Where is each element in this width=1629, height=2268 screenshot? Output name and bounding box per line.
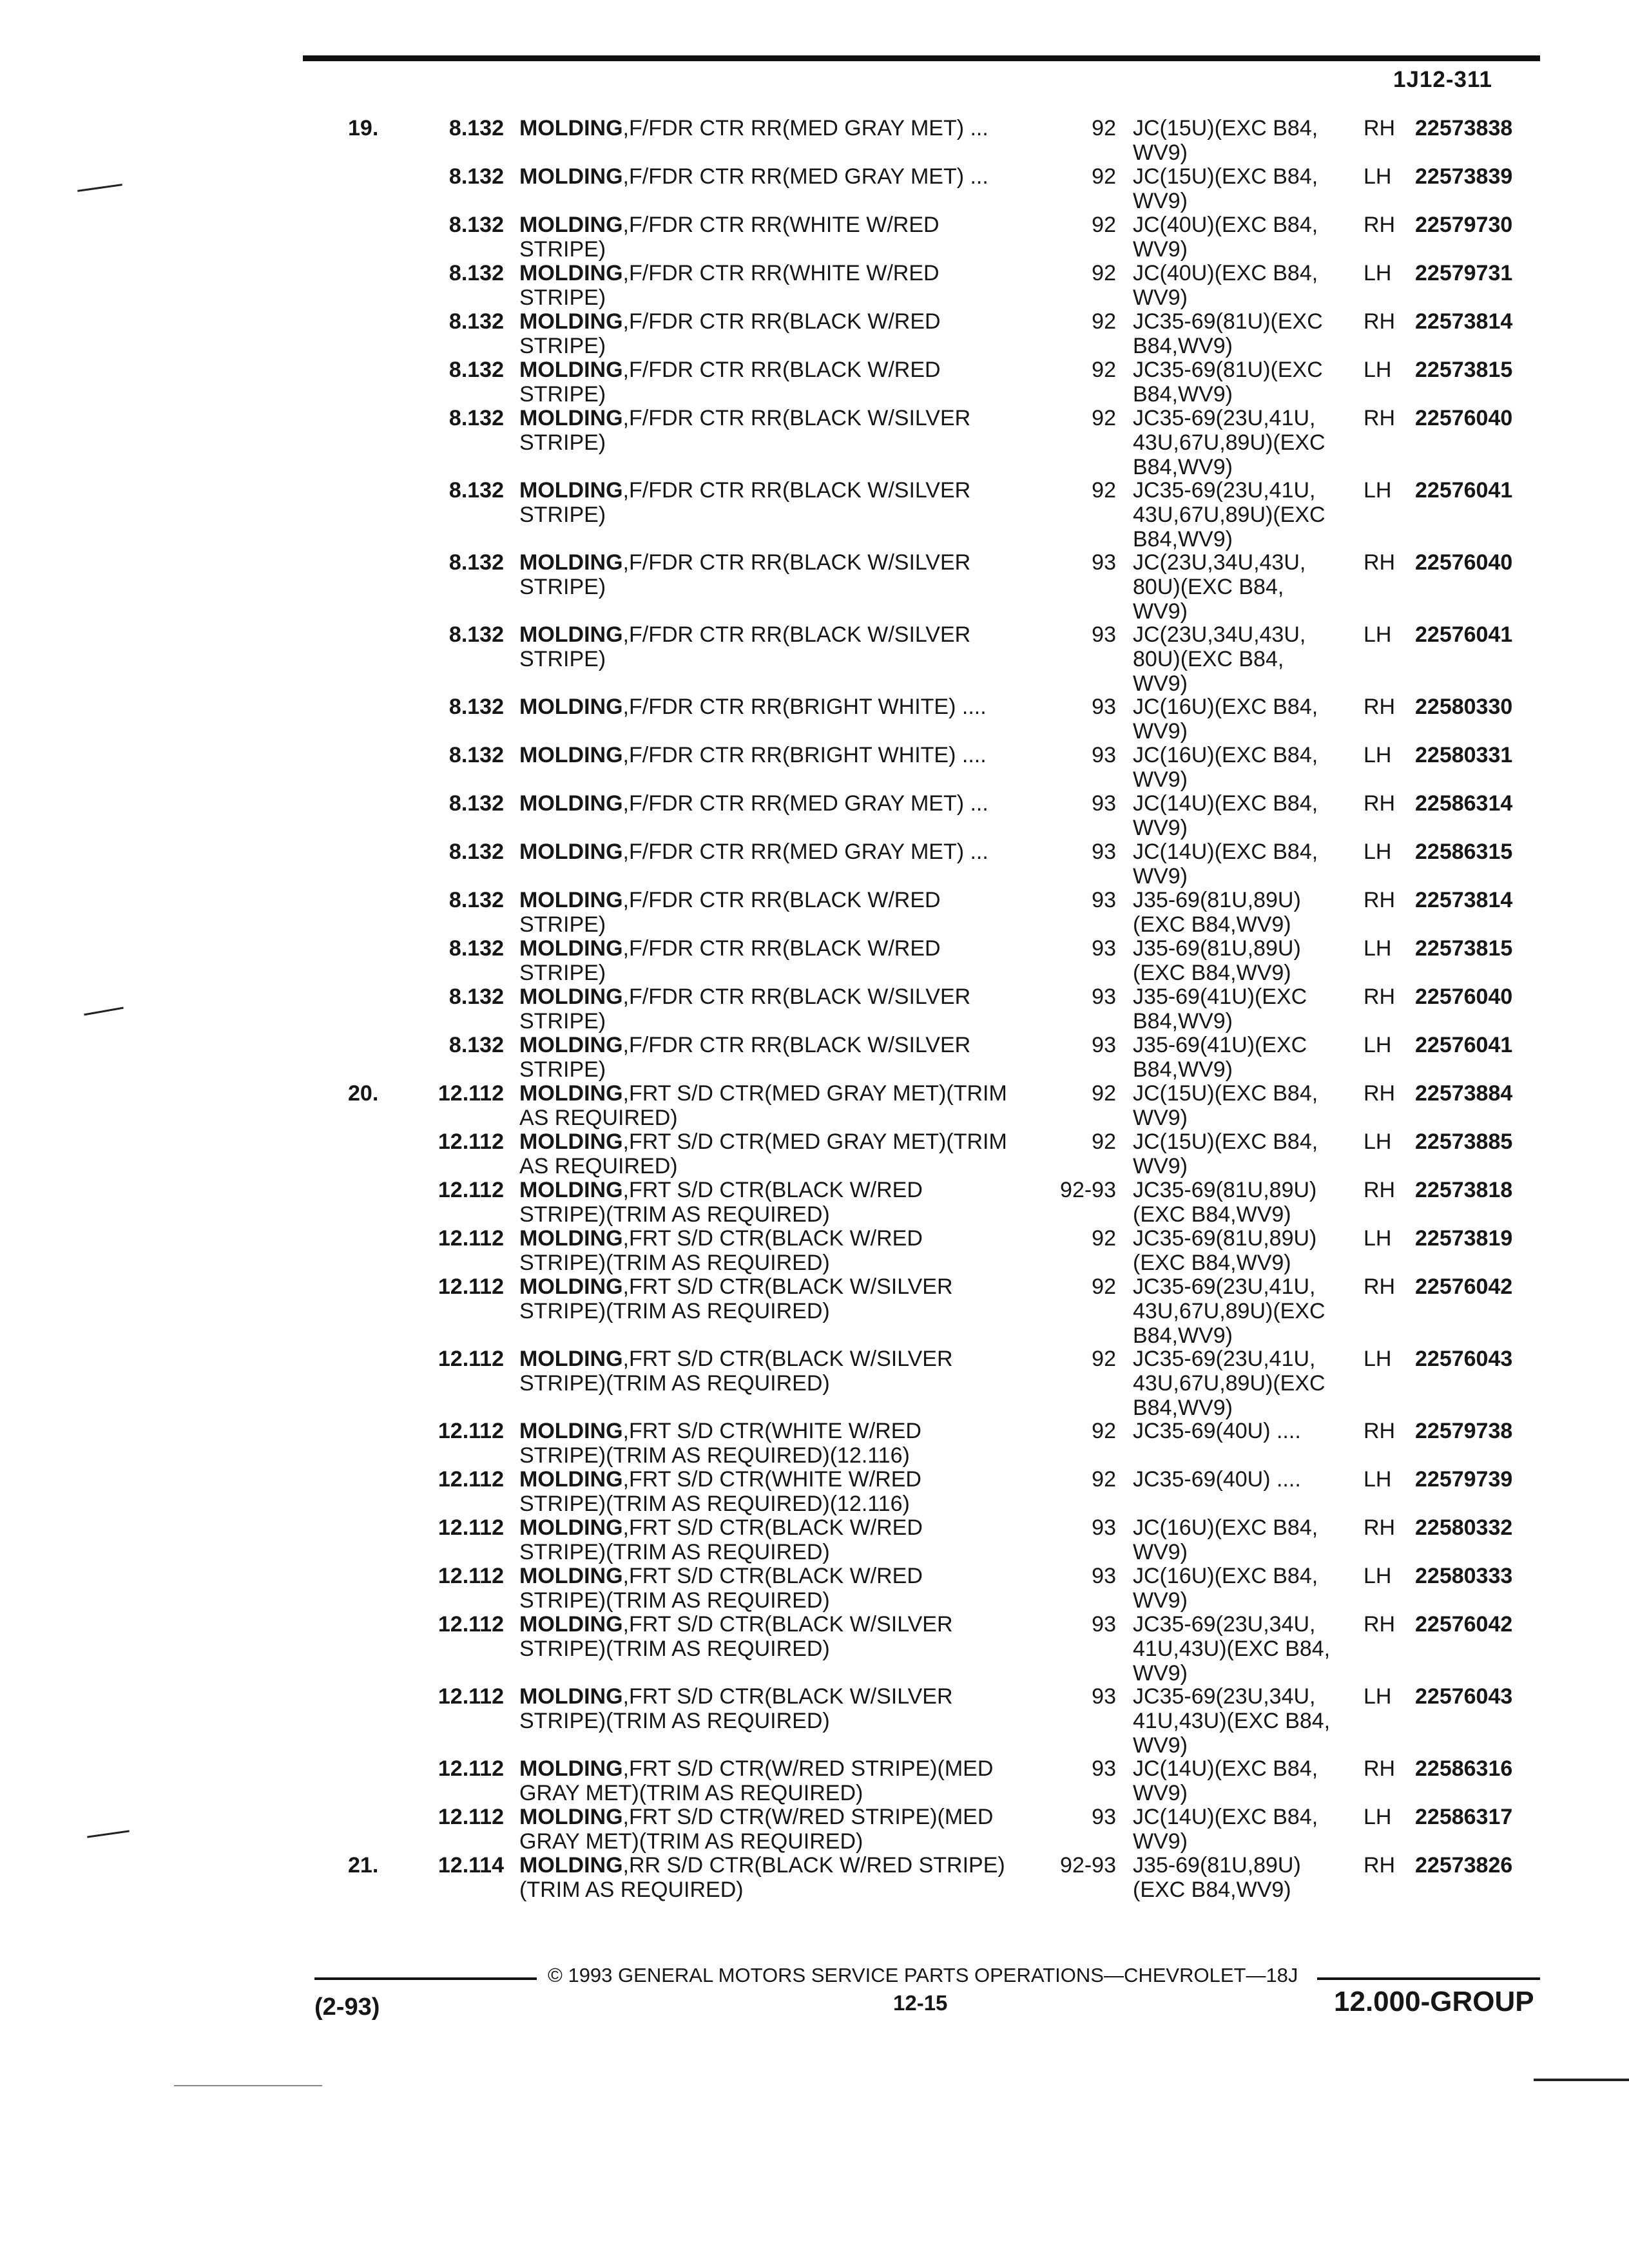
usage: JC35-69(23U,41U, 43U,67U,89U)(EXC B84,WV9) — [1133, 478, 1325, 552]
reference-number: 12.112 — [438, 1756, 504, 1781]
description — [519, 406, 1074, 455]
side: LH — [1364, 261, 1392, 285]
usage: JC(15U)(EXC B84, WV9) — [1133, 1081, 1318, 1130]
part-description: ,F/FDR CTR RR(BLACK W/SILVER STRIPE) — [519, 1033, 971, 1082]
part-description: ,FRT S/D CTR(BLACK W/RED STRIPE)(TRIM AS REQUIRED) — [519, 1178, 923, 1227]
reference-number: 12.112 — [438, 1564, 504, 1588]
description — [519, 1347, 1074, 1396]
description — [519, 261, 1074, 310]
usage: JC(15U)(EXC B84, WV9) — [1133, 116, 1318, 165]
part-name: MOLDING — [519, 1033, 623, 1057]
model-year: 92 — [1092, 1419, 1116, 1443]
usage: J35-69(81U,89U) (EXC B84,WV9) — [1133, 936, 1301, 985]
side: RH — [1364, 695, 1396, 719]
model-year: 92 — [1092, 116, 1116, 140]
part-number: 22586317 — [1415, 1805, 1513, 1829]
part-description: ,FRT S/D CTR(BLACK W/RED STRIPE)(TRIM AS REQUIRED) — [519, 1515, 923, 1564]
side: LH — [1364, 1684, 1392, 1709]
part-name: MOLDING — [519, 888, 623, 912]
part-description: ,F/FDR CTR RR(BRIGHT WHITE) .... — [622, 695, 987, 719]
usage: J35-69(81U,89U) (EXC B84,WV9) — [1133, 1853, 1301, 1902]
side: LH — [1364, 622, 1392, 647]
part-number: 22576043 — [1415, 1684, 1513, 1709]
side: RH — [1364, 888, 1396, 912]
part-description: ,F/FDR CTR RR(BLACK W/RED STRIPE) — [519, 309, 941, 358]
part-description: ,F/FDR CTR RR(BLACK W/RED STRIPE) — [519, 358, 941, 407]
part-description: ,F/FDR CTR RR(WHITE W/RED STRIPE) — [519, 261, 940, 310]
description — [519, 1515, 1074, 1564]
part-name: MOLDING — [519, 550, 623, 575]
part-name: MOLDING — [519, 1467, 623, 1492]
description — [519, 1467, 1074, 1516]
model-year: 92-93 — [1060, 1178, 1116, 1202]
usage: JC(14U)(EXC B84, WV9) — [1133, 791, 1318, 840]
usage: JC35-69(81U)(EXC B84,WV9) — [1133, 309, 1323, 358]
model-year: 92 — [1092, 406, 1116, 430]
part-number: 22586314 — [1415, 791, 1513, 816]
usage: JC35-69(40U) .... — [1133, 1419, 1301, 1443]
usage: JC(40U)(EXC B84, WV9) — [1133, 213, 1318, 262]
part-name: MOLDING — [519, 1684, 623, 1709]
reference-number: 8.132 — [448, 550, 504, 575]
part-number: 22580330 — [1415, 695, 1513, 719]
header-rule — [303, 55, 1540, 61]
part-number: 22573815 — [1415, 936, 1513, 961]
reference-number: 8.132 — [448, 164, 504, 189]
part-name: MOLDING — [519, 406, 623, 430]
part-description: ,FRT S/D CTR(BLACK W/RED STRIPE)(TRIM AS REQUIRED) — [519, 1226, 923, 1275]
reference-number: 12.112 — [438, 1274, 504, 1299]
description — [519, 1564, 1074, 1613]
part-description: ,F/FDR CTR RR(BLACK W/SILVER STRIPE) — [519, 406, 971, 455]
part-name: MOLDING — [519, 358, 623, 382]
side: RH — [1364, 1515, 1396, 1540]
part-description: ,FRT S/D CTR(W/RED STRIPE)(MED GRAY MET)(TRIM AS REQUIRED) — [519, 1805, 994, 1854]
part-number: 22573839 — [1415, 164, 1513, 189]
part-description: ,RR S/D CTR(BLACK W/RED STRIPE) (TRIM AS REQUIRED) — [519, 1853, 1005, 1902]
side: RH — [1364, 116, 1396, 140]
part-number: 22576040 — [1415, 550, 1513, 575]
part-description: ,F/FDR CTR RR(MED GRAY MET) ... — [622, 840, 988, 864]
part-name: MOLDING — [519, 213, 623, 237]
reference-number: 8.132 — [448, 358, 504, 382]
footer-page-number: 12-15 — [893, 1991, 948, 2015]
side: RH — [1364, 1178, 1396, 1202]
model-year: 93 — [1092, 695, 1116, 719]
description — [519, 213, 1074, 262]
part-number: 22576042 — [1415, 1612, 1513, 1637]
reference-number: 8.132 — [448, 695, 504, 719]
model-year: 92 — [1092, 213, 1116, 237]
description — [519, 116, 1074, 140]
usage: JC35-69(40U) .... — [1133, 1467, 1301, 1492]
usage: JC(40U)(EXC B84, WV9) — [1133, 261, 1318, 310]
model-year: 93 — [1092, 1756, 1116, 1781]
description — [519, 1419, 1074, 1468]
usage: JC35-69(23U,34U, 41U,43U)(EXC B84, WV9) — [1133, 1612, 1331, 1686]
reference-number: 12.112 — [438, 1515, 504, 1540]
reference-number: 12.112 — [438, 1129, 504, 1154]
part-name: MOLDING — [519, 1564, 623, 1588]
part-description: ,F/FDR CTR RR(BLACK W/SILVER STRIPE) — [519, 550, 971, 599]
side: RH — [1364, 309, 1396, 334]
side: LH — [1364, 358, 1392, 382]
reference-number: 8.132 — [448, 622, 504, 647]
model-year: 93 — [1092, 550, 1116, 575]
model-year: 93 — [1092, 936, 1116, 961]
part-name: MOLDING — [519, 478, 623, 503]
description — [519, 164, 1074, 189]
scan-mark — [1534, 2079, 1629, 2081]
side: RH — [1364, 1612, 1396, 1637]
usage: JC35-69(23U,41U, 43U,67U,89U)(EXC B84,WV9) — [1133, 1274, 1325, 1348]
reference-number: 8.132 — [448, 116, 504, 140]
side: RH — [1364, 213, 1396, 237]
description — [519, 622, 1074, 671]
reference-number: 12.112 — [438, 1226, 504, 1251]
part-description: ,F/FDR CTR RR(BLACK W/RED STRIPE) — [519, 888, 941, 937]
part-number: 22573814 — [1415, 888, 1513, 912]
part-number: 22573818 — [1415, 1178, 1513, 1202]
part-number: 22573884 — [1415, 1081, 1513, 1106]
model-year: 93 — [1092, 985, 1116, 1009]
part-name: MOLDING — [519, 936, 623, 961]
page-id: 1J12-311 — [1393, 67, 1492, 92]
part-description: ,FRT S/D CTR(WHITE W/RED STRIPE)(TRIM AS REQUIRED)(12.116) — [519, 1467, 921, 1516]
figure-number: 19. — [348, 116, 379, 140]
usage: J35-69(41U)(EXC B84,WV9) — [1133, 985, 1307, 1033]
description — [519, 791, 1074, 816]
model-year: 92-93 — [1060, 1853, 1116, 1878]
footer-rule-left — [314, 1977, 537, 1980]
model-year: 92 — [1092, 1081, 1116, 1106]
usage: JC(16U)(EXC B84, WV9) — [1133, 743, 1318, 792]
part-description: ,FRT S/D CTR(W/RED STRIPE)(MED GRAY MET)(TRIM AS REQUIRED) — [519, 1756, 994, 1805]
usage: JC(14U)(EXC B84, WV9) — [1133, 1805, 1318, 1854]
part-number: 22573819 — [1415, 1226, 1513, 1251]
model-year: 93 — [1092, 1515, 1116, 1540]
part-name: MOLDING — [519, 791, 623, 816]
model-year: 93 — [1092, 791, 1116, 816]
part-number: 22580333 — [1415, 1564, 1513, 1588]
description — [519, 840, 1074, 864]
reference-number: 8.132 — [448, 985, 504, 1009]
scan-mark — [77, 184, 122, 192]
side: RH — [1364, 406, 1396, 430]
model-year: 92 — [1092, 478, 1116, 503]
usage: JC(16U)(EXC B84, WV9) — [1133, 1564, 1318, 1613]
model-year: 93 — [1092, 622, 1116, 647]
figure-number: 21. — [348, 1853, 379, 1878]
reference-number: 8.132 — [448, 478, 504, 503]
model-year: 93 — [1092, 840, 1116, 864]
footer-copyright: © 1993 GENERAL MOTORS SERVICE PARTS OPERATIONS—CHEVROLET—18J — [548, 1964, 1298, 1986]
usage: JC(16U)(EXC B84, WV9) — [1133, 695, 1318, 744]
part-name: MOLDING — [519, 1129, 623, 1154]
part-name: MOLDING — [519, 695, 623, 719]
part-description: ,FRT S/D CTR(BLACK W/SILVER STRIPE)(TRIM AS REQUIRED) — [519, 1347, 953, 1396]
model-year: 93 — [1092, 1805, 1116, 1829]
side: LH — [1364, 1129, 1392, 1154]
description — [519, 1129, 1074, 1178]
description — [519, 1178, 1074, 1227]
reference-number: 12.112 — [438, 1347, 504, 1371]
reference-number: 8.132 — [448, 840, 504, 864]
reference-number: 8.132 — [448, 406, 504, 430]
reference-number: 12.112 — [438, 1178, 504, 1202]
part-number: 22576041 — [1415, 622, 1513, 647]
usage: JC(15U)(EXC B84, WV9) — [1133, 164, 1318, 213]
description — [519, 1081, 1074, 1130]
part-name: MOLDING — [519, 309, 623, 334]
usage: JC35-69(81U)(EXC B84,WV9) — [1133, 358, 1323, 407]
part-number: 22580332 — [1415, 1515, 1513, 1540]
model-year: 92 — [1092, 1347, 1116, 1371]
part-description: ,FRT S/D CTR(BLACK W/SILVER STRIPE)(TRIM AS REQUIRED) — [519, 1274, 953, 1323]
model-year: 92 — [1092, 164, 1116, 189]
description — [519, 695, 1074, 719]
model-year: 92 — [1092, 261, 1116, 285]
part-number: 22576043 — [1415, 1347, 1513, 1371]
scan-mark — [87, 1830, 130, 1838]
part-number: 22579731 — [1415, 261, 1513, 285]
part-description: ,FRT S/D CTR(MED GRAY MET)(TRIM AS REQUIRED) — [519, 1081, 1007, 1130]
part-name: MOLDING — [519, 1756, 623, 1781]
description — [519, 936, 1074, 985]
part-description: ,F/FDR CTR RR(MED GRAY MET) ... — [622, 164, 988, 189]
description — [519, 1684, 1074, 1733]
part-number: 22573838 — [1415, 116, 1513, 140]
part-number: 22573815 — [1415, 358, 1513, 382]
usage: JC35-69(23U,34U, 41U,43U)(EXC B84, WV9) — [1133, 1684, 1331, 1758]
reference-number: 8.132 — [448, 213, 504, 237]
reference-number: 12.112 — [438, 1684, 504, 1709]
description — [519, 985, 1074, 1033]
usage: JC(23U,34U,43U, 80U)(EXC B84, WV9) — [1133, 550, 1306, 624]
part-name: MOLDING — [519, 1347, 623, 1371]
side: LH — [1364, 840, 1392, 864]
part-number: 22573885 — [1415, 1129, 1513, 1154]
part-number: 22573814 — [1415, 309, 1513, 334]
reference-number: 8.132 — [448, 936, 504, 961]
side: LH — [1364, 1226, 1392, 1251]
part-name: MOLDING — [519, 164, 623, 189]
part-number: 22576041 — [1415, 478, 1513, 503]
side: LH — [1364, 936, 1392, 961]
part-name: MOLDING — [519, 1515, 623, 1540]
part-number: 22576042 — [1415, 1274, 1513, 1299]
part-name: MOLDING — [519, 1805, 623, 1829]
side: LH — [1364, 743, 1392, 767]
part-name: MOLDING — [519, 116, 623, 140]
side: LH — [1364, 1033, 1392, 1057]
model-year: 93 — [1092, 1033, 1116, 1057]
reference-number: 8.132 — [448, 743, 504, 767]
side: RH — [1364, 985, 1396, 1009]
part-description: ,F/FDR CTR RR(MED GRAY MET) ... — [622, 791, 988, 816]
part-number: 22586316 — [1415, 1756, 1513, 1781]
part-name: MOLDING — [519, 1081, 623, 1106]
part-name: MOLDING — [519, 1274, 623, 1299]
usage: JC35-69(23U,41U, 43U,67U,89U)(EXC B84,WV9) — [1133, 1347, 1325, 1420]
reference-number: 12.112 — [438, 1612, 504, 1637]
part-name: MOLDING — [519, 840, 623, 864]
part-number: 22579730 — [1415, 213, 1513, 237]
part-description: ,F/FDR CTR RR(BLACK W/SILVER STRIPE) — [519, 478, 971, 527]
reference-number: 8.132 — [448, 1033, 504, 1057]
reference-number: 8.132 — [448, 888, 504, 912]
description — [519, 1274, 1074, 1323]
usage: JC35-69(23U,41U, 43U,67U,89U)(EXC B84,WV9) — [1133, 406, 1325, 479]
scan-mark — [84, 1007, 124, 1016]
side: RH — [1364, 1274, 1396, 1299]
side: RH — [1364, 1853, 1396, 1878]
figure-number: 20. — [348, 1081, 379, 1106]
description — [519, 358, 1074, 407]
reference-number: 8.132 — [448, 261, 504, 285]
part-description: ,F/FDR CTR RR(BLACK W/SILVER STRIPE) — [519, 985, 971, 1033]
reference-number: 12.112 — [438, 1081, 504, 1106]
part-number: 22579738 — [1415, 1419, 1513, 1443]
part-description: ,F/FDR CTR RR(BLACK W/RED STRIPE) — [519, 936, 941, 985]
usage: J35-69(81U,89U) (EXC B84,WV9) — [1133, 888, 1301, 937]
description — [519, 1756, 1074, 1805]
description — [519, 1805, 1074, 1854]
part-name: MOLDING — [519, 743, 623, 767]
footer-group: 12.000-GROUP — [1334, 1986, 1534, 2017]
reference-number: 12.114 — [438, 1853, 504, 1878]
usage: JC(23U,34U,43U, 80U)(EXC B84, WV9) — [1133, 622, 1306, 696]
model-year: 92 — [1092, 309, 1116, 334]
part-description: ,F/FDR CTR RR(BLACK W/SILVER STRIPE) — [519, 622, 971, 671]
reference-number: 12.112 — [438, 1467, 504, 1492]
part-name: MOLDING — [519, 985, 623, 1009]
footer-date: (2-93) — [314, 1994, 380, 2021]
description — [519, 550, 1074, 599]
usage: JC(14U)(EXC B84, WV9) — [1133, 840, 1318, 889]
part-name: MOLDING — [519, 1612, 623, 1637]
part-name: MOLDING — [519, 1853, 623, 1878]
part-description: ,F/FDR CTR RR(WHITE W/RED STRIPE) — [519, 213, 940, 262]
side: LH — [1364, 1347, 1392, 1371]
part-description: ,FRT S/D CTR(BLACK W/SILVER STRIPE)(TRIM AS REQUIRED) — [519, 1612, 953, 1661]
part-description: ,FRT S/D CTR(BLACK W/SILVER STRIPE)(TRIM AS REQUIRED) — [519, 1684, 953, 1733]
reference-number: 12.112 — [438, 1805, 504, 1829]
part-description: ,FRT S/D CTR(WHITE W/RED STRIPE)(TRIM AS REQUIRED)(12.116) — [519, 1419, 921, 1468]
part-description: ,FRT S/D CTR(MED GRAY MET)(TRIM AS REQUIRED) — [519, 1129, 1007, 1178]
description — [519, 478, 1074, 527]
side: RH — [1364, 1081, 1396, 1106]
model-year: 92 — [1092, 1467, 1116, 1492]
part-name: MOLDING — [519, 1178, 623, 1202]
part-description: ,FRT S/D CTR(BLACK W/RED STRIPE)(TRIM AS REQUIRED) — [519, 1564, 923, 1613]
description — [519, 1033, 1074, 1082]
reference-number: 8.132 — [448, 309, 504, 334]
usage: JC35-69(81U,89U) (EXC B84,WV9) — [1133, 1178, 1317, 1227]
part-name: MOLDING — [519, 261, 623, 285]
side: LH — [1364, 1805, 1392, 1829]
model-year: 93 — [1092, 888, 1116, 912]
side: LH — [1364, 1564, 1392, 1588]
part-number: 22573826 — [1415, 1853, 1513, 1878]
model-year: 92 — [1092, 1129, 1116, 1154]
model-year: 92 — [1092, 358, 1116, 382]
usage: JC(16U)(EXC B84, WV9) — [1133, 1515, 1318, 1564]
part-name: MOLDING — [519, 622, 623, 647]
model-year: 93 — [1092, 1684, 1116, 1709]
model-year: 92 — [1092, 1274, 1116, 1299]
side: RH — [1364, 1756, 1396, 1781]
part-number: 22576041 — [1415, 1033, 1513, 1057]
side: RH — [1364, 1419, 1396, 1443]
usage: JC(15U)(EXC B84, WV9) — [1133, 1129, 1318, 1178]
side: RH — [1364, 791, 1396, 816]
reference-number: 12.112 — [438, 1419, 504, 1443]
model-year: 92 — [1092, 1226, 1116, 1251]
usage: J35-69(41U)(EXC B84,WV9) — [1133, 1033, 1307, 1082]
usage: JC35-69(81U,89U) (EXC B84,WV9) — [1133, 1226, 1317, 1275]
description — [519, 888, 1074, 937]
part-number: 22576040 — [1415, 985, 1513, 1009]
model-year: 93 — [1092, 1612, 1116, 1637]
reference-number: 8.132 — [448, 791, 504, 816]
footer-rule-right — [1317, 1977, 1540, 1980]
model-year: 93 — [1092, 743, 1116, 767]
model-year: 93 — [1092, 1564, 1116, 1588]
side: RH — [1364, 550, 1396, 575]
description — [519, 1612, 1074, 1661]
side: LH — [1364, 478, 1392, 503]
part-number: 22576040 — [1415, 406, 1513, 430]
side: LH — [1364, 164, 1392, 189]
part-description: ,F/FDR CTR RR(BRIGHT WHITE) .... — [622, 743, 987, 767]
side: LH — [1364, 1467, 1392, 1492]
description — [519, 1226, 1074, 1275]
description — [519, 743, 1074, 767]
part-name: MOLDING — [519, 1226, 623, 1251]
scan-mark — [174, 2085, 322, 2086]
part-description: ,F/FDR CTR RR(MED GRAY MET) ... — [622, 116, 988, 140]
part-number: 22586315 — [1415, 840, 1513, 864]
usage: JC(14U)(EXC B84, WV9) — [1133, 1756, 1318, 1805]
part-name: MOLDING — [519, 1419, 623, 1443]
description — [519, 309, 1074, 358]
part-number: 22579739 — [1415, 1467, 1513, 1492]
description — [519, 1853, 1074, 1902]
part-number: 22580331 — [1415, 743, 1513, 767]
